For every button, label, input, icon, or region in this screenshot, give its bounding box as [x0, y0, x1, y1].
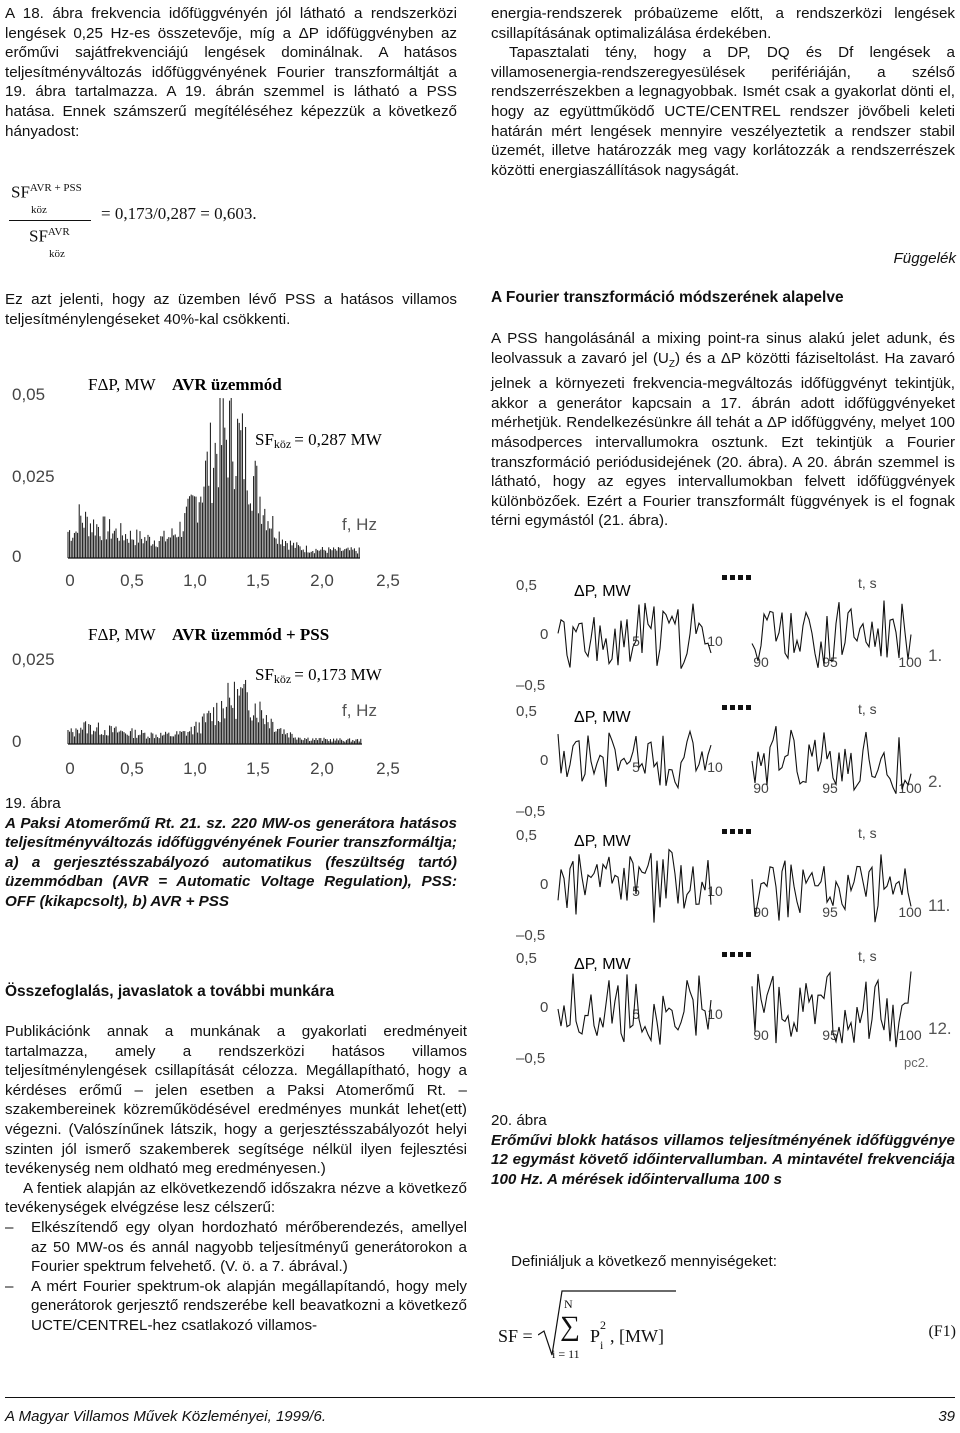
fig19-bottom-title-mode: AVR üzemmód + PSS [172, 625, 330, 644]
summary-bullet-1: – Elkészítendő egy olyan hordozható mérőberendezés, amellyel az 50 MW-os és annál nagyobb teljesítményű generátorokon a Fourier spektrum felvehető. (V. ö. a 7. ábrával.) [5, 1218, 467, 1277]
fig20-xtick-label: 5 [632, 759, 640, 775]
fig19-xtick-label: 0,5 [120, 759, 144, 778]
fig20-gap-dot [730, 575, 735, 580]
fig19-caption-num: 19. ábra [5, 795, 61, 812]
eq-num-sup: AVR + PSS [29, 182, 82, 194]
fig20-panel [516, 948, 952, 1070]
fig20-panel [516, 825, 950, 944]
fig20-xtick-label: 95 [822, 1027, 838, 1043]
result-paragraph: Ez azt jelenti, hogy az üzemben lévő PSS a hatásos villamos teljesítménylengéseket 40%-kal csökkenti. [5, 291, 457, 328]
fig20-caption-text: Erőművi blokk hatásos villamos teljesítményének időfüggvénye 12 egymást követő időintervallumban. A mintavétel frekvenciája 100 Hz. A mérések időintervalluma 100 s [491, 1131, 955, 1188]
fig20-tlabel: t, s [858, 825, 877, 841]
fig20-gap-dot [730, 952, 735, 957]
fig20-gap-dot [730, 829, 735, 834]
sum-sign: ∑ [560, 1311, 580, 1342]
fig20-ytick-bottom: –0,5 [516, 677, 546, 694]
fig20-gap-dot [746, 575, 751, 580]
fig20-ytick-zero: 0 [540, 626, 549, 643]
sf-lhs: SF = [498, 1326, 533, 1346]
summary-heading: Összefoglalás, javaslatok a további munkára [5, 983, 335, 1000]
fig20-xtick-label: 100 [898, 654, 922, 670]
fig20-xtick-label: 95 [822, 780, 838, 796]
fig20-panel-number: 12. [928, 1019, 952, 1038]
fig19-top-yticks [12, 385, 55, 566]
fig19-xtick-label: 0 [65, 759, 75, 778]
footer-page-number: 39 [938, 1408, 955, 1425]
fig20-panel [516, 575, 942, 694]
fig19-xtick-label: 2,0 [310, 571, 334, 590]
fig20-gap-dot [730, 705, 735, 710]
right-paragraph-1: energia-rendszerek próbaüzeme előtt, a rendszerközi lengések csillapításának optimalizálása érdekében. [491, 5, 955, 42]
fig20-signal-line [558, 974, 711, 1045]
fig20-panel-number: 2. [928, 772, 943, 791]
appendix-label: Függelék [893, 250, 956, 267]
fig20-xtick-label: 90 [753, 654, 769, 670]
fig20-xtick-label: 90 [753, 1027, 769, 1043]
sf-definition-equation [498, 1285, 958, 1375]
fig20-tlabel: t, s [858, 701, 877, 717]
eq-rhs: = 0,173/0,287 = 0,603. [101, 204, 257, 223]
summary-paragraph-2: A fentiek alapján az elkövetkezendő időszakra nézve a következő tevékenységek elvégzése lesz célszerű: [5, 1179, 467, 1217]
footer-rule [5, 1397, 955, 1398]
fig19-ytick-label: 0,025 [12, 650, 55, 669]
fig20-ytick-top: 0,5 [516, 827, 537, 844]
fig19-top-bars [68, 398, 360, 558]
fig20-ylabel: ΔP, MW [574, 833, 631, 850]
fig20-gap-dot [746, 829, 751, 834]
fig20-xtick-label: 100 [898, 1027, 922, 1043]
appendix-paragraph: A PSS hangolásánál a mixing point-ra sinus alakú jelet adunk, és leolvassuk a zavaró jel $(U_Z)$ és a ΔP közötti fáziseltolást. Ha zavaró jelnek a környezeti frekvencia-megváltozás időfüggvényt tekintjük, akkor a generátor kapcsain a 17. ábrán adott időfüggvényeket mérhetjük. Rendelkezésünkre áll tehát a ΔP időfüggvény, melyet 100 másodperces intervallumokra osztunk. Ezt tekintjük a Fourier transzformáció periódusidejének (20. ábra). A 20. ábrán szemmel is látható, hogy az egyes intervallumokban felvett időfüggvények különbözőek. Ezért a Fourier transzformált függvények is el fognak térni egymástól (21. ábra). [491, 330, 955, 530]
eq-num-sf: SF [11, 182, 30, 202]
fig19-ytick-label: 0,05 [12, 385, 46, 404]
fraction-bar [9, 220, 91, 221]
fig19-ytick-label: 0 [12, 547, 22, 566]
fig19-bottom-bars [68, 680, 362, 744]
fig19-xtick-label: 2,5 [376, 759, 400, 778]
fig19-xtick-label: 0 [65, 571, 75, 590]
sum-lower: i = 11 [552, 1347, 580, 1361]
fig20-ytick-zero: 0 [540, 999, 549, 1016]
fig20-caption [491, 1111, 955, 1189]
fig20-ytick-bottom: –0,5 [516, 927, 546, 944]
fig20-xtick-label: 10 [707, 633, 723, 649]
fig20-gap-dot [722, 952, 727, 957]
fig20-xtick-label: 95 [822, 654, 838, 670]
fig19-xtick-label: 1,5 [246, 759, 270, 778]
left-intro-text [5, 4, 457, 141]
eq-den-sub: köz [49, 248, 65, 260]
fig19-xtick-label: 1,0 [183, 759, 207, 778]
fig19-top-chart [0, 360, 470, 600]
fig20-tlabel: t, s [858, 575, 877, 591]
fig20-xtick-label: 95 [822, 904, 838, 920]
fig20-ylabel: ΔP, MW [574, 956, 631, 973]
left-result-text [5, 290, 457, 329]
fig20-xtick-label: 10 [707, 1006, 723, 1022]
fig20-gap-dot [746, 705, 751, 710]
appendix-heading: A Fourier transzformáció módszerének alapelve [491, 289, 844, 306]
fig20-gap-dot [722, 705, 727, 710]
fig20-xtick-label: 100 [898, 904, 922, 920]
fig20-tlabel: t, s [858, 948, 877, 964]
fig19-caption [5, 794, 457, 912]
fig19-bottom-xticks [65, 759, 400, 778]
fig20-ytick-zero: 0 [540, 752, 549, 769]
fig20-time-series [480, 560, 960, 1100]
intro-paragraph: A 18. ábra frekvencia időfüggvényén jól látható a rendszerközi lengések 0,25 Hz-es összetevője, míg a ΔP időfüggvényben az erőművi sajátfrekvenciájú lengések dominálnak. A hatásos teljesítményváltozás időfüggvényének Fourier transzformáltját a 19. ábra tartalmazza. A 19. ábrán szemmel is látható a PSS hatása. Ennek számszerű megítéléséhez képezzük a következő hányadost: [5, 5, 457, 140]
fig20-ytick-zero: 0 [540, 876, 549, 893]
fig19-ytick-label: 0,025 [12, 467, 55, 486]
fig19-bottom-title-fp: FΔP, MW [88, 625, 156, 644]
defs-intro: Definiáljuk a következő mennyiségeket: [511, 1253, 777, 1270]
fig20-ytick-bottom: –0,5 [516, 803, 546, 820]
fig20-gap-dot [722, 575, 727, 580]
fig19-top-title-fp: FΔP, MW [88, 375, 156, 394]
fig20-xtick-label: 5 [632, 1006, 640, 1022]
fig19-xtick-label: 2,0 [310, 759, 334, 778]
fig20-gap-dot [738, 952, 743, 957]
fig20-ytick-top: 0,5 [516, 703, 537, 720]
sum-term: P 2 i , [MW] [590, 1318, 664, 1352]
fig20-ytick-top: 0,5 [516, 950, 537, 967]
fig20-pc-label: pc2. [904, 1055, 929, 1070]
fig19-top-sf: SFköz = 0,287 MW [255, 430, 382, 451]
fig19-bottom-sf: SFköz = 0,173 MW [255, 665, 382, 686]
fig19-ytick-label: 0 [12, 732, 22, 751]
fig20-gap-dot [738, 705, 743, 710]
fig19-caption-text: A Paksi Atomerőmű Rt. 21. sz. 220 MW-os generátora hatásos teljesítményváltozás időfüggvényének Fourier transzformáltja; a) a gerjesztésszabályozó automatikus (feszültség tartó) üzemmódban (AVR = Automatic Voltage Regulation), PSS: OFF (kikapcsolt), b) AVR + PSS [5, 814, 457, 910]
appendix-text [491, 329, 955, 531]
eq-num-sub: köz [31, 204, 47, 216]
fig20-ylabel: ΔP, MW [574, 583, 631, 600]
right-paragraph-2: Tapasztalati tény, hogy a DP, DQ és Df lengések a villamosenergia-rendszeregyesülések perifériáján, a szélső rendszerrészekben a legnagyobbak. Ismét csak a gyakorlat dönti el, hogy az együttműködő UCTE/CENTREL rendszer jövőbeli keleti határán mért lengések mennyire veszélyeztetik a rendszer stabil üzemét, illetve határozzák meg vagy korlátozzák a rendszerrészek közötti energiaszállítások nagyságát. [491, 44, 955, 179]
fig20-xtick-label: 10 [707, 883, 723, 899]
fig20-gap-dot [738, 575, 743, 580]
fig20-ylabel: ΔP, MW [574, 709, 631, 726]
fig19-xtick-label: 2,5 [376, 571, 400, 590]
eq-den-sup: AVR [47, 226, 70, 238]
footer-journal: A Magyar Villamos Művek Közleményei, 1999/6. [5, 1408, 326, 1425]
fig19-xtick-label: 0,5 [120, 571, 144, 590]
fig20-ytick-top: 0,5 [516, 577, 537, 594]
fig20-xtick-label: 5 [632, 633, 640, 649]
fig20-xtick-label: 10 [707, 759, 723, 775]
fig19-xtick-label: 1,0 [183, 571, 207, 590]
fig20-panel-number: 11. [928, 896, 951, 915]
fig19-top-title-mode: AVR üzemmód [172, 375, 282, 394]
fig20-gap-dot [746, 952, 751, 957]
fig20-panel [516, 701, 942, 820]
fig20-ytick-bottom: –0,5 [516, 1050, 546, 1067]
summary-paragraph-1: Publikációnk annak a munkának a gyakorlati eredményeit tartalmazza, amely a rendszerközi hatásos villamos teljesítménylengések csillapítását célozza. Megállapítható, hogy a kérdéses erőmű – jelen esetben a Paksi Atomerőmű Rt. – szakembereinek közreműködésével eredményes munkát lehet(ett) végezni. (Valószínűnek látszik, hogy a gerjesztésszabályozót helyi szinten jól ismerő szakemberek segítsége nélkül ilyen fejlesztési tevékenység nem oldható meg eredményesen.) [5, 1023, 467, 1178]
fig20-caption-num: 20. ábra [491, 1112, 547, 1129]
fig19-bottom-chart [0, 612, 470, 782]
fig20-panel-number: 1. [928, 646, 943, 665]
fig19-top-xunit: f, Hz [342, 515, 377, 534]
fig19-top-xticks [65, 571, 400, 590]
summary-text [5, 1022, 467, 1336]
eq-den-sf: SF [29, 226, 48, 246]
fig20-xtick-label: 100 [898, 780, 922, 796]
right-top-text [491, 4, 955, 180]
fig20-gap-dot [722, 829, 727, 834]
equation-number: (F1) [928, 1323, 956, 1340]
fig19-bottom-xunit: f, Hz [342, 701, 377, 720]
sum-upper: N [564, 1297, 573, 1311]
fig20-xtick-label: 90 [753, 904, 769, 920]
fig20-xtick-label: 90 [753, 780, 769, 796]
fig19-xtick-label: 1,5 [246, 571, 270, 590]
fig20-gap-dot [738, 829, 743, 834]
fig20-xtick-label: 5 [632, 883, 640, 899]
fig19-bottom-yticks [12, 650, 55, 751]
summary-bullet-2: – A mért Fourier spektrum-ok alapján megállapítandó, hogy mely generátorok gerjesztő rendszerébe kell beavatkozni a következő UCTE/CENTREL-hez csatlakozó villamos- [5, 1277, 467, 1336]
quotient-equation [5, 180, 465, 266]
